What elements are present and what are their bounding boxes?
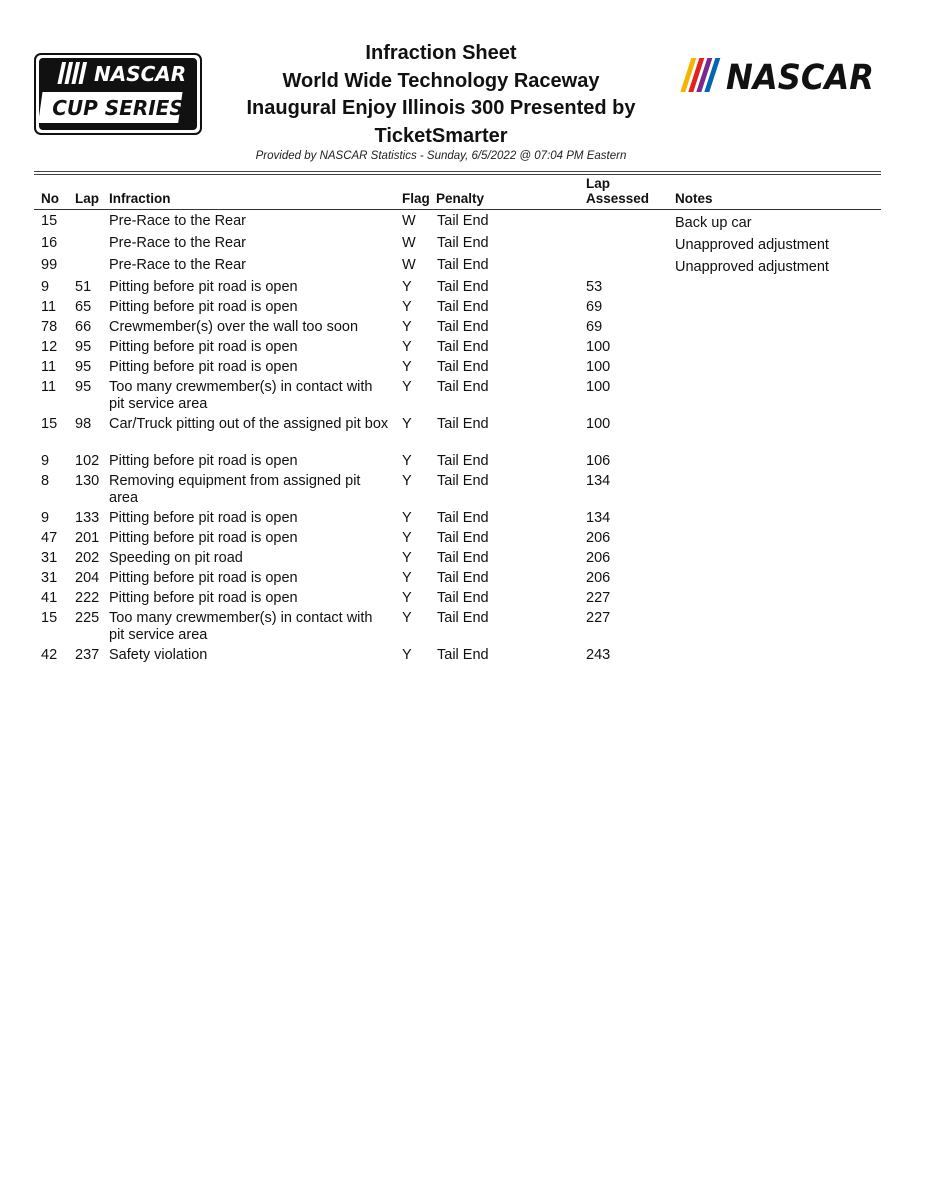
cell-penalty: Tail End xyxy=(437,530,489,546)
column-header-lap-assessed-line2: Assessed xyxy=(586,191,650,206)
cell-no: 41 xyxy=(41,590,58,606)
cell-penalty: Tail End xyxy=(437,647,489,663)
cell-lap-assessed: 206 xyxy=(586,570,611,586)
cell-no: 31 xyxy=(41,550,58,566)
page-header xyxy=(0,0,927,170)
cell-infraction: Safety violation xyxy=(109,647,208,663)
cell-lap-assessed: 69 xyxy=(586,319,603,335)
nascar-logo xyxy=(680,56,876,94)
cell-no: 78 xyxy=(41,319,58,335)
cell-notes: Unapproved adjustment xyxy=(675,259,829,275)
title-line-1: Infraction Sheet xyxy=(365,42,517,64)
cell-lap-assessed: 100 xyxy=(586,379,611,395)
cell-lap: 95 xyxy=(75,339,92,355)
cell-flag: Y xyxy=(402,416,412,432)
cell-no: 42 xyxy=(41,647,58,663)
cell-infraction: Pitting before pit road is open xyxy=(109,299,298,315)
cell-lap-assessed: 206 xyxy=(586,550,611,566)
cell-lap-assessed: 106 xyxy=(586,453,611,469)
cell-no: 9 xyxy=(41,279,50,295)
cell-no: 47 xyxy=(41,530,58,546)
cell-no: 8 xyxy=(41,473,50,489)
cell-lap-assessed: 100 xyxy=(586,339,611,355)
cell-lap: 237 xyxy=(75,647,100,663)
cell-flag: Y xyxy=(402,299,412,315)
cell-flag: Y xyxy=(402,473,412,489)
cell-no: 11 xyxy=(41,379,57,395)
cell-lap-assessed: 134 xyxy=(586,510,611,526)
cell-lap: 65 xyxy=(75,299,92,315)
cell-infraction: Too many crewmember(s) in contact with pit service area xyxy=(109,610,373,643)
title-line-4: TicketSmarter xyxy=(374,124,508,147)
cell-lap: 102 xyxy=(75,453,100,469)
cell-infraction: Pitting before pit road is open xyxy=(109,510,298,526)
logo-left-top-text: NASCAR xyxy=(94,62,187,86)
cell-lap: 66 xyxy=(75,319,92,335)
cell-flag: Y xyxy=(402,550,412,566)
cell-no: 15 xyxy=(41,213,58,229)
column-header-penalty: Penalty xyxy=(436,191,485,206)
cell-flag: Y xyxy=(402,453,412,469)
cell-no: 9 xyxy=(41,510,50,526)
column-header-notes: Notes xyxy=(675,191,713,206)
cell-lap-assessed: 227 xyxy=(586,610,611,626)
cell-penalty: Tail End xyxy=(437,279,489,295)
cell-no: 16 xyxy=(41,235,58,251)
cell-lap: 204 xyxy=(75,570,100,586)
logo-right-text: NASCAR xyxy=(726,58,874,94)
cell-flag: W xyxy=(402,235,416,251)
cell-infraction: Pitting before pit road is open xyxy=(109,570,298,586)
cell-flag: W xyxy=(402,213,416,229)
cell-infraction: Pitting before pit road is open xyxy=(109,590,298,606)
cell-infraction: Pitting before pit road is open xyxy=(109,453,298,469)
cell-lap: 202 xyxy=(75,550,100,566)
cell-penalty: Tail End xyxy=(437,416,489,432)
cell-penalty: Tail End xyxy=(437,510,489,526)
cell-lap: 130 xyxy=(75,473,100,489)
logo-left-bottom-text: CUP SERIES xyxy=(52,96,184,120)
cell-lap: 51 xyxy=(75,279,92,295)
title-block xyxy=(200,40,682,150)
title-line-3: Inaugural Enjoy Illinois 300 Presented by xyxy=(246,97,636,119)
cell-infraction: Pre-Race to the Rear xyxy=(109,235,247,251)
cell-penalty: Tail End xyxy=(437,299,489,315)
column-header-flag: Flag xyxy=(402,191,430,206)
cell-penalty: Tail End xyxy=(437,235,489,251)
cell-penalty: Tail End xyxy=(437,379,489,395)
cell-lap-assessed: 227 xyxy=(586,590,611,606)
cell-flag: Y xyxy=(402,647,412,663)
cell-lap-assessed: 100 xyxy=(586,416,611,432)
column-header-lap-assessed-line1: Lap xyxy=(586,176,611,191)
cell-no: 31 xyxy=(41,570,58,586)
cell-penalty: Tail End xyxy=(437,257,489,273)
cell-penalty: Tail End xyxy=(437,213,489,229)
cell-penalty: Tail End xyxy=(437,319,489,335)
cell-penalty: Tail End xyxy=(437,590,489,606)
cell-lap: 95 xyxy=(75,359,92,375)
column-header-infraction: Infraction xyxy=(109,191,171,206)
cell-no: 15 xyxy=(41,610,58,626)
cell-penalty: Tail End xyxy=(437,359,489,375)
cell-infraction: Removing equipment from assigned pit area xyxy=(109,473,361,506)
cell-lap: 225 xyxy=(75,610,100,626)
nascar-cup-series-logo xyxy=(34,53,202,135)
cell-no: 11 xyxy=(41,299,57,315)
cell-infraction: Pitting before pit road is open xyxy=(109,339,298,355)
cell-lap-assessed: 69 xyxy=(586,299,603,315)
cell-no: 99 xyxy=(41,257,58,273)
table-header-rule xyxy=(34,209,881,210)
cell-infraction: Pre-Race to the Rear xyxy=(109,257,247,273)
header-rule-top xyxy=(34,171,881,172)
cell-infraction: Pitting before pit road is open xyxy=(109,359,298,375)
cell-lap-assessed: 134 xyxy=(586,473,611,489)
cell-lap: 98 xyxy=(75,416,92,432)
cell-flag: W xyxy=(402,257,416,273)
cell-penalty: Tail End xyxy=(437,610,489,626)
cell-penalty: Tail End xyxy=(437,339,489,355)
cell-penalty: Tail End xyxy=(437,550,489,566)
header-rule-bottom xyxy=(34,174,881,175)
cell-flag: Y xyxy=(402,590,412,606)
cell-penalty: Tail End xyxy=(437,453,489,469)
cell-lap: 133 xyxy=(75,510,100,526)
cell-infraction: Car/Truck pitting out of the assigned pit box xyxy=(109,416,389,432)
cell-infraction: Speeding on pit road xyxy=(109,550,243,566)
cell-lap: 201 xyxy=(75,530,100,546)
cell-notes: Unapproved adjustment xyxy=(675,237,829,253)
cell-no: 15 xyxy=(41,416,58,432)
cell-no: 9 xyxy=(41,453,50,469)
cell-infraction: Pre-Race to the Rear xyxy=(109,213,247,229)
cell-flag: Y xyxy=(402,570,412,586)
cell-lap-assessed: 243 xyxy=(586,647,611,663)
cell-penalty: Tail End xyxy=(437,473,489,489)
cell-infraction: Pitting before pit road is open xyxy=(109,530,298,546)
cell-flag: Y xyxy=(402,279,412,295)
cell-lap: 222 xyxy=(75,590,100,606)
cell-no: 11 xyxy=(41,359,57,375)
subtitle: Provided by NASCAR Statistics - Sunday, 6/5/2022 @ 07:04 PM Eastern xyxy=(255,150,627,162)
cell-infraction: Crewmember(s) over the wall too soon xyxy=(109,319,359,335)
title-line-2: World Wide Technology Raceway xyxy=(282,69,600,92)
column-header-no: No xyxy=(41,191,59,206)
cell-lap-assessed: 53 xyxy=(586,279,603,295)
cell-no: 12 xyxy=(41,339,58,355)
cell-flag: Y xyxy=(402,359,412,375)
cell-lap-assessed: 206 xyxy=(586,530,611,546)
cell-flag: Y xyxy=(402,379,412,395)
cell-notes: Back up car xyxy=(675,215,752,231)
cell-flag: Y xyxy=(402,610,412,626)
cell-flag: Y xyxy=(402,510,412,526)
cell-lap-assessed: 100 xyxy=(586,359,611,375)
cell-lap: 95 xyxy=(75,379,92,395)
cell-flag: Y xyxy=(402,319,412,335)
cell-infraction: Too many crewmember(s) in contact with pit service area xyxy=(109,379,373,412)
cell-flag: Y xyxy=(402,339,412,355)
column-header-lap: Lap xyxy=(75,191,100,206)
cell-flag: Y xyxy=(402,530,412,546)
cell-infraction: Pitting before pit road is open xyxy=(109,279,298,295)
cell-penalty: Tail End xyxy=(437,570,489,586)
